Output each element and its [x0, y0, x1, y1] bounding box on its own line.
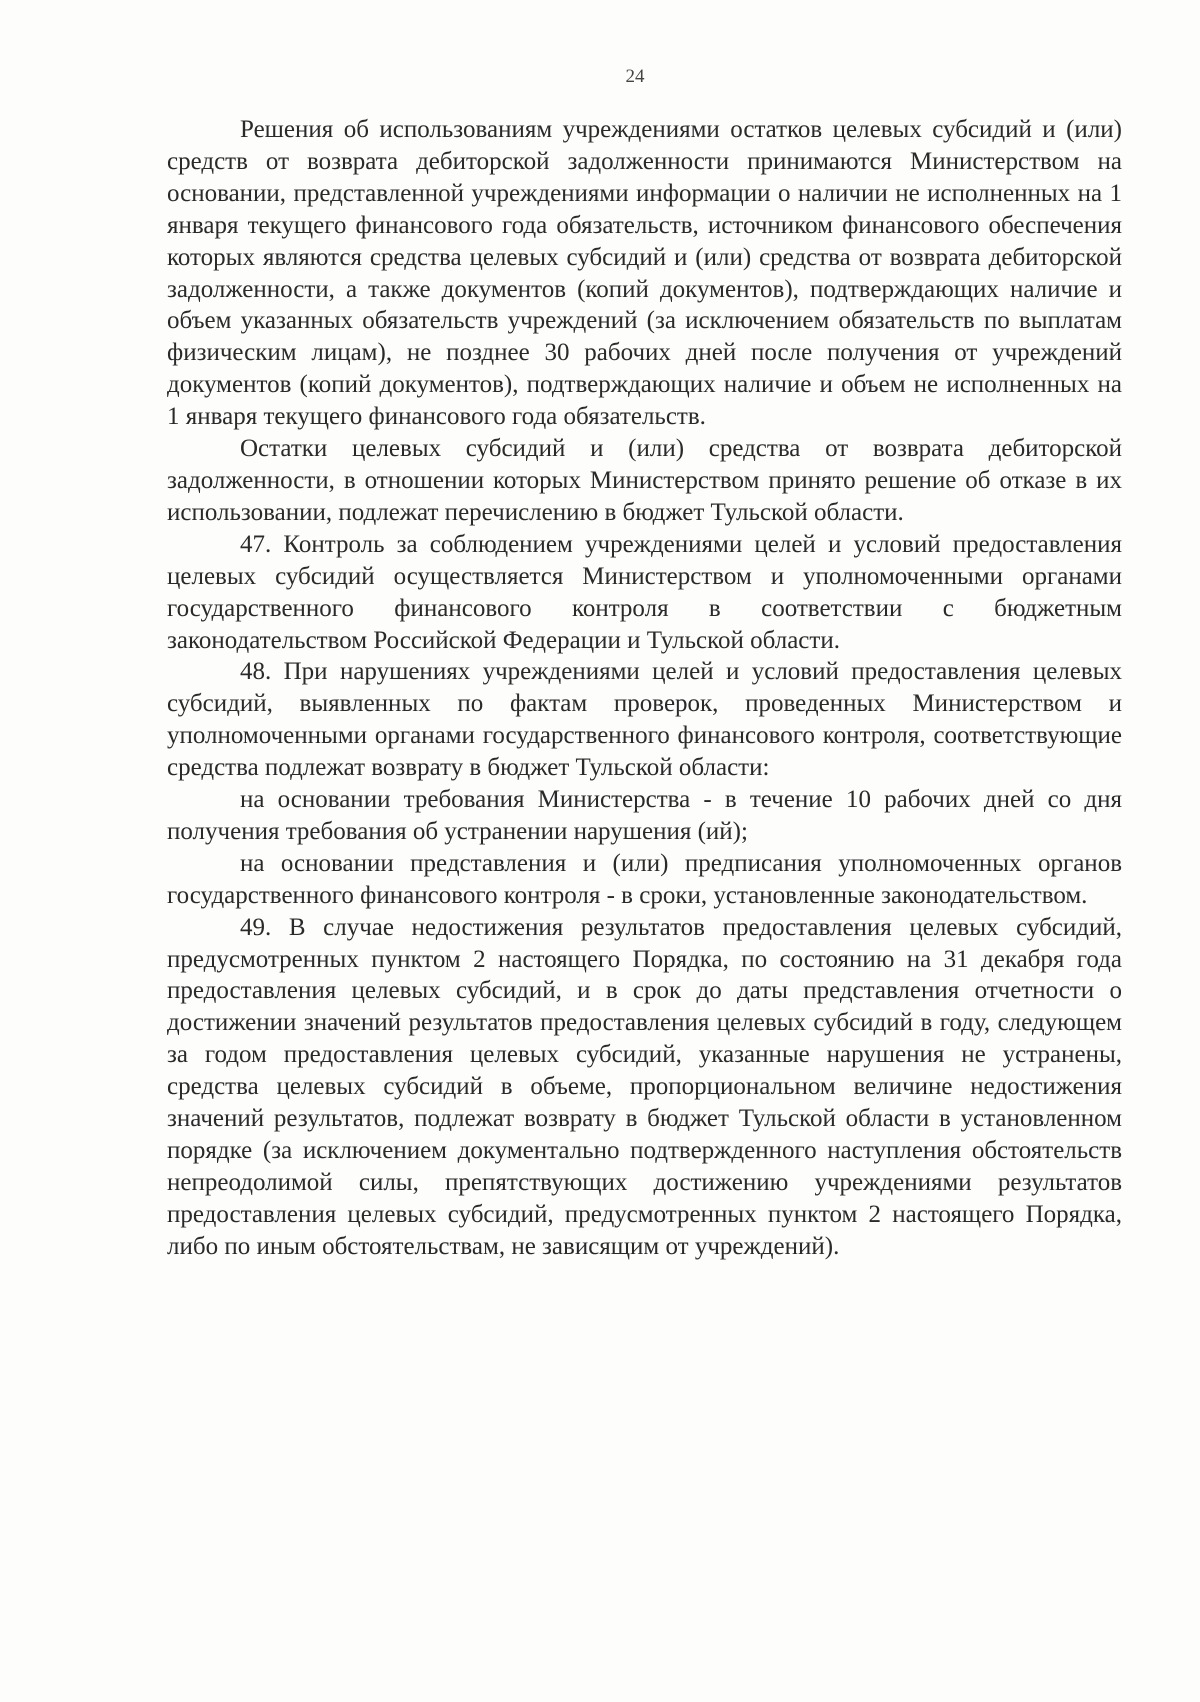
paragraph-item-49: 49. В случае недостижения результатов предоставления целевых субсидий, предусмотренных пунктом 2 настоящего Порядка, по состоянию на 31 декабря года предоставления целевых субсидий, и в срок до даты представления отчетности о достижении значений результатов предоставления целевых субсидий в году, следующем за годом предоставления целевых субсидий, указанные нарушения не устранены, средства целевых субсидий в объеме, пропорциональном величине недостижения значений результатов, подлежат возврату в бюджет Тульской области в установленном порядке (за исключением документально подтвержденного наступления обстоятельств непреодолимой силы, препятствующих достижению учреждениями результатов предоставления целевых субсидий, предусмотренных пунктом 2 настоящего Порядка, либо по иным обстоятельствам, не зависящим от учреждений). [167, 913, 1122, 1260]
paragraph-item-48-ministry-demand: на основании требования Министерства - в течение 10 рабочих дней со дня получения требования об устранении нарушения (ий); [167, 786, 1122, 845]
page-number: 24 [625, 66, 645, 87]
paragraph-remainder-decisions: Решения об использованиям учреждениями остатков целевых субсидий и (или) средств от возврата дебиторской задолженности принимаются Министерством на основании, представленной учреждениями информации о наличии не исполненных на 1 января текущего финансового года обязательств, источником финансового обеспечения которых являются средства целевых субсидий и (или) средства от возврата дебиторской задолженности, а также документов (копий документов), подтверждающих наличие и объем указанных обязательств учреждений (за исключением обязательств по выплатам физическим лицам), не позднее 30 рабочих дней после получения от учреждений документов (копий документов), подтверждающих наличие и объем не исполненных на 1 января текущего финансового года обязательств. [167, 116, 1122, 431]
document-body [167, 114, 1122, 1263]
paragraph-remainder-refusal: Остатки целевых субсидий и (или) средства от возврата дебиторской задолженности, в отношении которых Министерством принято решение об отказе в их использовании, подлежат перечислению в бюджет Тульской области. [167, 435, 1122, 526]
paragraph-item-48: 48. При нарушениях учреждениями целей и условий предоставления целевых субсидий, выявленных по фактам проверок, проведенных Министерством и уполномоченными органами государственного финансового контроля, соответствующие средства подлежат возврату в бюджет Тульской области: [167, 658, 1122, 782]
paragraph-item-47: 47. Контроль за соблюдением учреждениями целей и условий предоставления целевых субсидий осуществляется Министерством и уполномоченными органами государственного финансового контроля в соответствии с бюджетным законодательством Российской Федерации и Тульской области. [167, 530, 1122, 654]
paragraph-item-48-control-bodies: на основании представления и (или) предписания уполномоченных органов государственного финансового контроля - в сроки, установленные законодательством. [167, 849, 1122, 909]
